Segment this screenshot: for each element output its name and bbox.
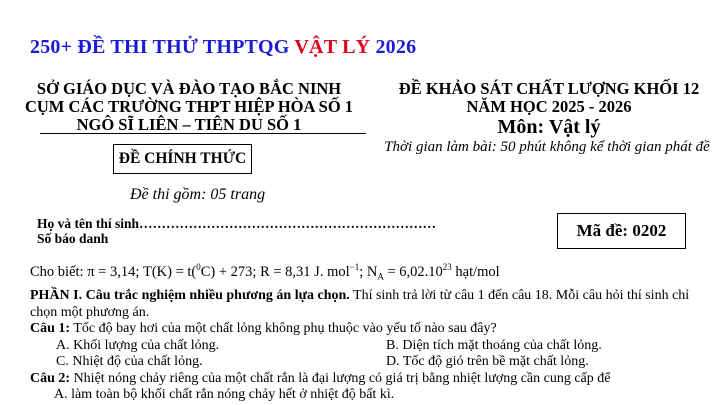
exponent-superscript: 23	[442, 262, 452, 272]
student-info	[37, 216, 436, 246]
page-count-note: Đề thi gồm: 05 trang	[130, 186, 266, 203]
exam-subject: Môn: Vật lý	[497, 116, 601, 138]
mol-superscript: −1	[349, 262, 360, 272]
given-tail: hạt/mol	[451, 263, 500, 280]
issuer-header	[10, 80, 368, 134]
part-1-intro	[30, 288, 702, 321]
exam-title-line-2: NĂM HỌC 2025 - 2026	[466, 97, 632, 116]
question-1-option-a: A. Khối lượng của chất lỏng.	[56, 337, 220, 353]
question-2	[30, 371, 702, 388]
question-1-label: Câu 1:	[30, 321, 71, 336]
question-1	[30, 321, 702, 338]
given-lead: Cho biết: π = 3,14; T(K) = t(	[30, 263, 197, 280]
question-2-label: Câu 2:	[30, 370, 71, 386]
exam-header	[378, 80, 720, 116]
issuer-line-2: CỤM CÁC TRƯỜNG THPT HIỆP HÒA SỐ 1	[24, 97, 354, 116]
question-2-text: Nhiệt nóng chảy riêng của một chất rắn là đại lượng có giá trị bằng nhiệt lượng cần cung cấp để	[70, 370, 611, 386]
question-1-options	[30, 338, 702, 371]
exam-title-line-1: ĐỀ KHẢO SÁT CHẤT LƯỢNG KHỐI 12	[398, 79, 700, 98]
student-id-label: Số báo danh	[37, 231, 109, 246]
part-1-instruction: Thí sinh trả lời từ câu 1 đến câu 18. Mỗi câu hỏi thí sinh chỉ chọn một phương án.	[30, 288, 690, 320]
banner-title	[30, 36, 416, 59]
given-after-mol: ; N	[359, 263, 378, 280]
given-after-na: = 6,02.10	[383, 263, 443, 280]
issuer-line-1: SỞ GIÁO DỤC VÀ ĐÀO TẠO BẮC NINH	[36, 79, 342, 98]
exam-code-box: Mã đề: 0202	[557, 213, 686, 249]
given-after-degree: C) + 273; R = 8,31 J. mol	[200, 263, 350, 280]
student-name-label: Họ và tên thí sinh…………………………………………………………	[37, 216, 437, 231]
banner-year: 2026	[370, 36, 417, 58]
part-1-title: PHẦN I. Câu trắc nghiệm nhiều phương án lựa chọn.	[30, 288, 350, 303]
question-1-text: Tốc độ bay hơi của một chất lỏng không phụ thuộc vào yếu tố nào sau đây?	[70, 321, 497, 336]
issuer-line-3: NGÔ SĨ LIÊN – TIÊN DU SỐ 1	[76, 115, 302, 134]
banner-prefix: 250+ ĐỀ THI THỬ THPTQG	[30, 36, 295, 58]
given-constants	[30, 262, 500, 282]
questions-body	[30, 288, 702, 404]
header-divider	[40, 133, 366, 134]
exam-duration: Thời gian làm bài: 50 phút không kể thời gian phát đề	[384, 139, 710, 155]
question-1-option-d: D. Tốc độ gió trên bề mặt chất lỏng.	[386, 354, 589, 369]
question-1-option-b: B. Diện tích mặt thoáng của chất lỏng.	[386, 337, 602, 353]
banner-subject: VẬT LÝ	[294, 36, 371, 58]
official-stamp-box: ĐỀ CHÍNH THỨC	[113, 144, 252, 174]
question-1-option-c: C. Nhiệt độ của chất lỏng.	[56, 354, 203, 369]
question-2-option-a: A. làm toàn bộ khối chất rắn nóng chảy hết ở nhiệt độ bất kì.	[54, 387, 395, 402]
degree-superscript: 0	[196, 262, 201, 272]
avogadro-subscript: A	[377, 271, 384, 282]
